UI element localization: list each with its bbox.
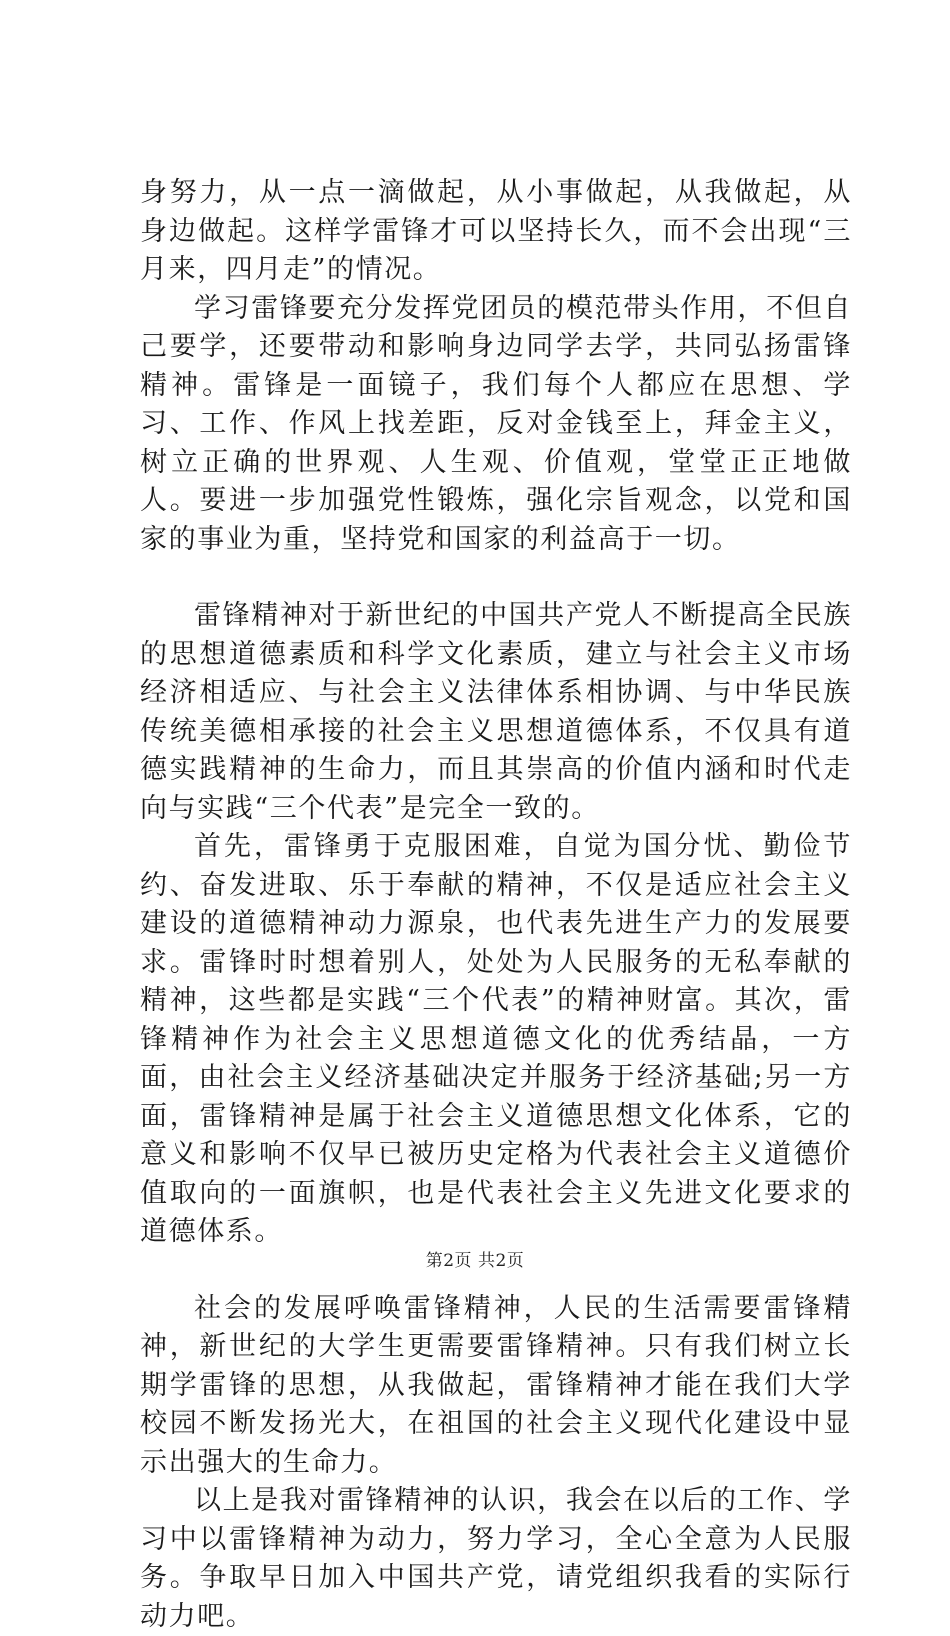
paragraph-continued: 身努力，从一点一滴做起，从小事做起，从我做起，从身边做起。这样学雷锋才可以坚持长久，而不会出现“三月来，四月走”的情况。 <box>140 177 852 285</box>
paragraph-party-members: 学习雷锋要充分发挥党团员的模范带头作用，不但自己要学，还要带动和影响身边同学去学，共同弘扬雷锋精神。雷锋是一面镜子，我们每个人都应在思想、学习、工作、作风上找差距，反对金钱至上，拜金主义，树立正确的世界观、人生观、价值观，堂堂正正地做人。要进一步加强党性锻炼，强化宗旨观念，以党和国家的事业为重，坚持党和国家的利益高于一切。 <box>140 292 852 555</box>
page-number-footer: 第2页 共2页 <box>425 1251 525 1271</box>
paragraph-conclusion: 以上是我对雷锋精神的认识，我会在以后的工作、学习中以雷锋精神为动力，努力学习，全心全意为人民服务。争取早日加入中国共产党，请党组织我看的实际行动力吧。 <box>140 1485 852 1632</box>
paragraph-spacer <box>140 559 852 597</box>
paragraph-first-second: 首先，雷锋勇于克服困难，自觉为国分忧、勤俭节约、奋发进取、乐于奉献的精神，不仅是适应社会主义建设的道德精神动力源泉，也代表先进生产力的发展要求。雷锋时时想着别人，处处为人民服务的无私奉献的精神，这些都是实践“三个代表”的精神财富。其次，雷锋精神作为社会主义思想道德文化的优秀结晶，一方面，由社会主义经济基础决定并服务于经济基础;另一方面，雷锋精神是属于社会主义道德思想文化体系，它的意义和影响不仅早已被历史定格为代表社会主义道德价值取向的一面旗帜，也是代表社会主义先进文化要求的道德体系。 <box>140 831 852 1247</box>
document-body <box>140 174 852 1636</box>
paragraph-new-century: 雷锋精神对于新世纪的中国共产党人不断提高全民族的思想道德素质和科学文化素质，建立与社会主义市场经济相适应、与社会主义法律体系相协调、与中华民族传统美德相承接的社会主义思想道德体系，不仅具有道德实践精神的生命力，而且其崇高的价值内涵和时代走向与实践“三个代表”是完全一致的。 <box>140 600 852 824</box>
paragraph-society-development: 社会的发展呼唤雷锋精神，人民的生活需要雷锋精神，新世纪的大学生更需要雷锋精神。只有我们树立长期学雷锋的思想，从我做起，雷锋精神才能在我们大学校园不断发扬光大，在祖国的社会主义现代化建设中显示出强大的生命力。 <box>140 1292 852 1478</box>
